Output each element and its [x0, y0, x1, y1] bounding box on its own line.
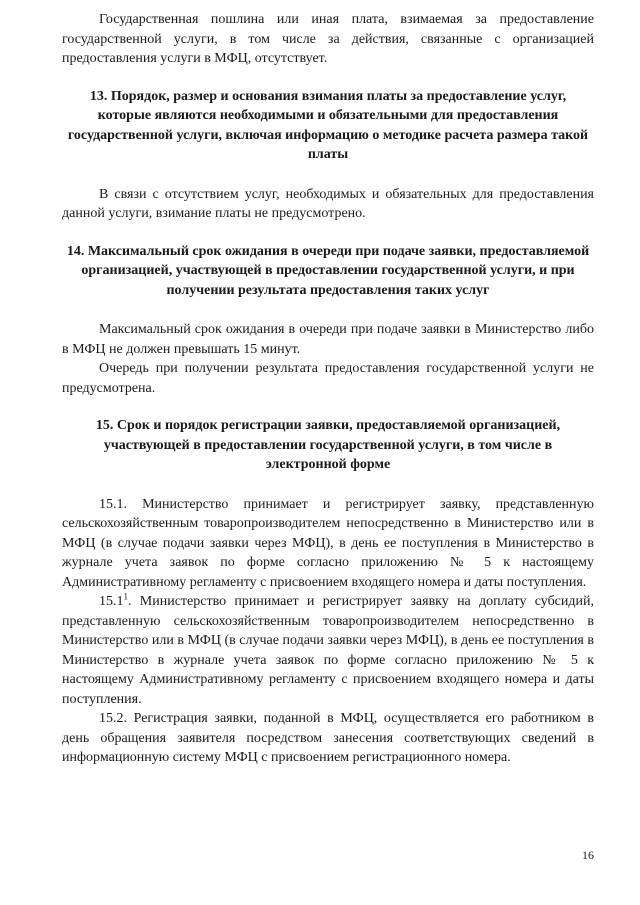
paragraph-no-fee: В связи с отсутствием услуг, необходимых и обязательных для предоставления данной услуги, взимание платы не предусмотрено. [62, 186, 594, 221]
paragraph-15-1: 15.1. Министерство принимает и регистрирует заявку, представленную сельскохозяйственным товаропроизводителем непосредственно в Министерство или в МФЦ (в случае подачи заявки через МФЦ), в день ее поступления в Министерство в журнале учета заявок по форме согласно приложению № 5 к настоящему Административному регламенту с присвоением входящего номера и даты поступления. [62, 496, 594, 590]
paragraph-body: . Министерство принимает и регистрирует заявку на доплату субсидий, представленную сельскохозяйственным товаропроизводителем непосредственно в Министерство или в МФЦ (в случае подачи заявки через МФЦ), в день ее поступления в Министерство в журнале учета заявок по форме согласно приложению № 5 к настоящему Административному регламенту с присвоением входящего номера и даты поступления. [62, 594, 594, 707]
paragraph-15-2: 15.2. Регистрация заявки, поданной в МФЦ, осуществляется его работником в день обращения заявителя посредством занесения соответствующих сведений в информационную систему МФЦ с присвоением регистрационного номера. [62, 711, 594, 765]
document-page [62, 10, 594, 768]
section-14-heading: 14. Максимальный срок ожидания в очереди при подаче заявки, предоставляемой организацией, участвующей в предоставлении государственной услуги, и при получении результата предоставления таких услуг [66, 243, 590, 298]
superscript-index: 1 [123, 591, 128, 602]
paragraph-state-fee: Государственная пошлина или иная плата, взимаемая за предоставление государственной услуги, в том числе за действия, связанные с организацией предоставления услуги в МФЦ, отсутствует. [62, 12, 594, 66]
paragraph-number: 15.1 [99, 594, 124, 609]
paragraph-15-1-1 [62, 592, 594, 709]
section-15-heading: 15. Срок и порядок регистрации заявки, предоставляемой организацией, участвующей в предоставлении государственной услуги, в том числе в электронной форме [95, 418, 561, 472]
section-13-heading: 13. Порядок, размер и основания взимания платы за предоставление услуг, которые являются необходимыми и обязательными для предоставления государственной услуги, включая информацию о методике расчета размера такой платы [67, 88, 589, 162]
paragraph-max-wait: Максимальный срок ожидания в очереди при подаче заявки в Министерство либо в МФЦ не должен превышать 15 минут. [62, 322, 594, 357]
page-number: 16 [582, 848, 594, 862]
paragraph-queue: Очередь при получении результата предоставления государственной услуги не предусмотрена. [62, 361, 594, 396]
